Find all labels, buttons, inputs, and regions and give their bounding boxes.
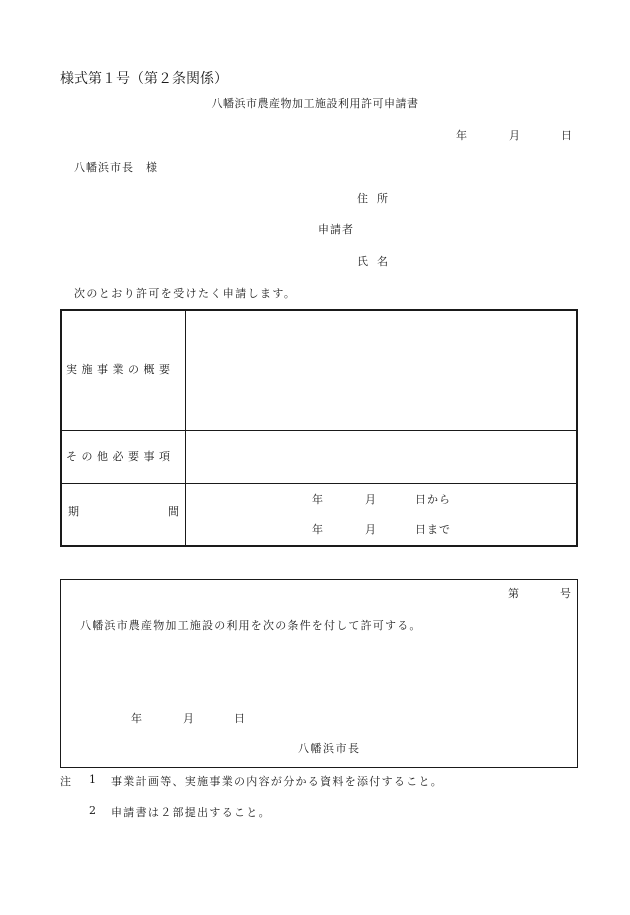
note-text: 事業計画等、実施事業の内容が分かる資料を添付すること。: [111, 775, 444, 788]
table-divider-1: [62, 430, 576, 431]
note-number: 1: [89, 773, 96, 786]
permit-date-day: 日: [234, 712, 245, 725]
row-label-project-summary: 実施事業の概要: [66, 363, 175, 376]
permit-number-label-2: 号: [560, 587, 571, 600]
note-text: 申請書は２部提出すること。: [111, 806, 271, 819]
applicant-address-label: 住所: [357, 192, 397, 205]
addressee: 八幡浜市長 様: [74, 161, 158, 174]
permit-number-label-1: 第: [508, 587, 519, 600]
permit-box: [60, 579, 578, 768]
notes-label: 注: [60, 775, 71, 788]
document-title: 八幡浜市農産物加工施設利用許可申請書: [211, 97, 419, 110]
note-number: 2: [89, 804, 96, 817]
application-table: [60, 309, 578, 547]
intro-text: 次のとおり許可を受けたく申請します。: [74, 287, 297, 300]
permit-text: 八幡浜市農産物加工施設の利用を次の条件を付して許可する。: [80, 619, 422, 632]
table-divider-vertical: [185, 311, 186, 545]
permit-date-month: 月: [183, 712, 194, 725]
application-date-day: 日: [561, 129, 572, 142]
period-start-month: 月: [365, 493, 377, 506]
form-number: 様式第１号（第２条関係）: [60, 71, 228, 87]
period-start-day: 日から: [415, 493, 451, 506]
applicant-label: 申請者: [318, 223, 354, 236]
permit-date-year: 年: [131, 712, 142, 725]
row-label-period-1: 期: [68, 505, 79, 518]
row-label-period-2: 間: [168, 505, 179, 518]
period-end-month: 月: [365, 523, 377, 536]
application-date-year: 年: [456, 129, 467, 142]
row-label-other-matters: その他必要事項: [66, 450, 175, 463]
applicant-name-label: 氏名: [357, 255, 397, 268]
application-date-month: 月: [509, 129, 520, 142]
period-end-day: 日まで: [415, 523, 451, 536]
permit-issuer: 八幡浜市長: [298, 742, 361, 755]
period-start-year: 年: [312, 493, 324, 506]
table-divider-2: [62, 483, 576, 484]
period-end-year: 年: [312, 523, 324, 536]
